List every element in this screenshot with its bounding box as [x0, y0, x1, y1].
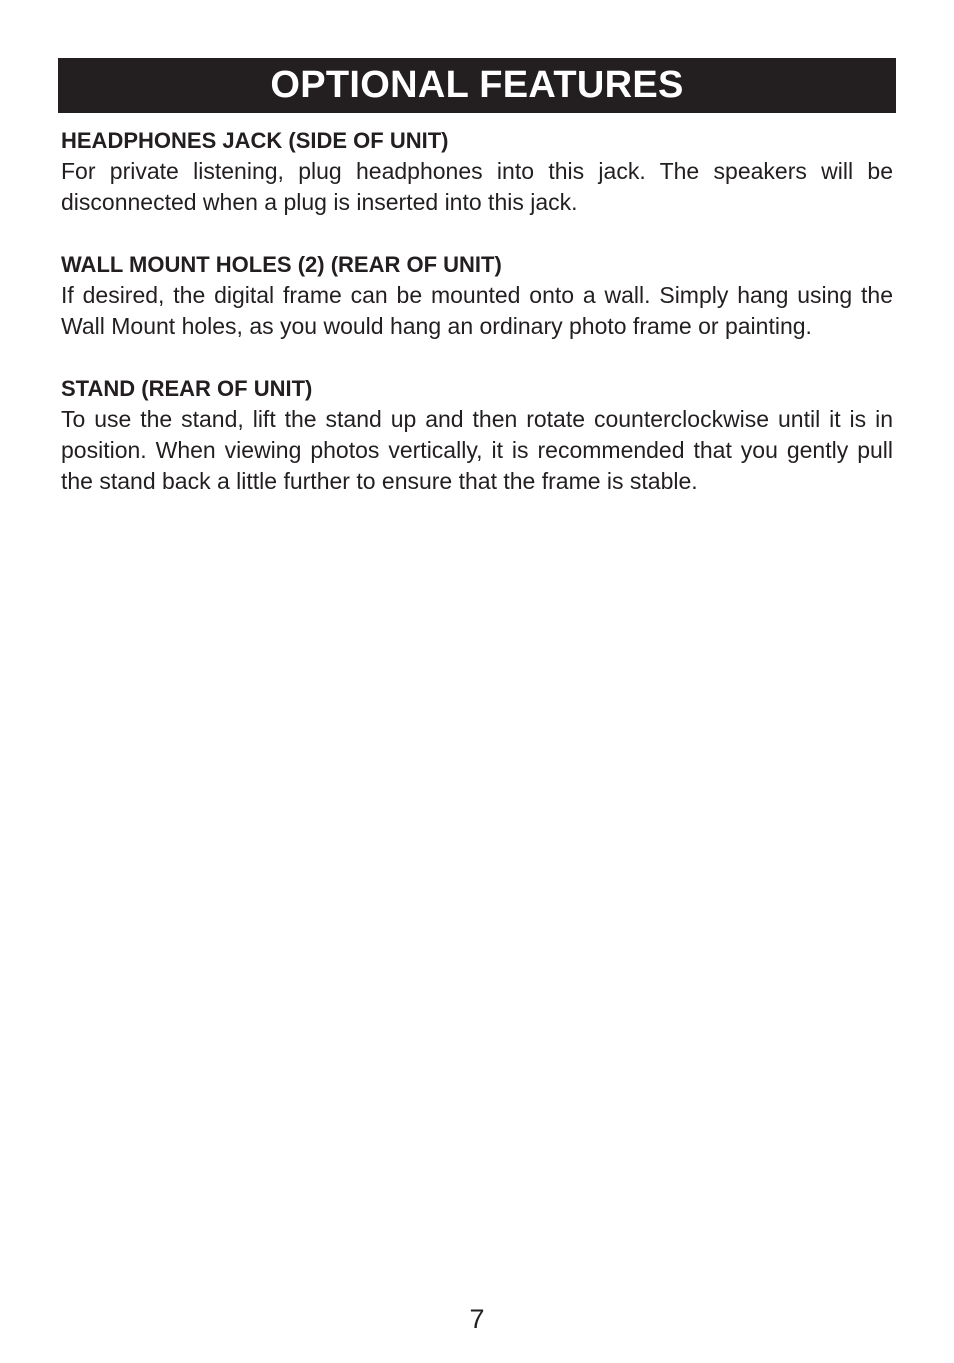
page-title-bar — [58, 58, 896, 113]
section-stand — [61, 373, 893, 497]
page-title: OPTIONAL FEATURES — [270, 64, 684, 106]
section-headphones-jack — [61, 125, 893, 218]
section-body: To use the stand, lift the stand up and then rotate counterclockwise until it is in position. When viewing photos vertically, it is recommended that you gently pull the stand back a little further to ensure that the frame is stable. — [61, 406, 893, 494]
page-number: 7 — [469, 1304, 485, 1334]
section-wall-mount-holes — [61, 249, 893, 342]
section-heading: HEADPHONES JACK (SIDE OF UNIT) — [61, 128, 449, 153]
section-body: For private listening, plug headphones into this jack. The speakers will be disconnected when a plug is inserted into this jack. — [61, 158, 893, 215]
section-heading: STAND (REAR OF UNIT) — [61, 376, 313, 401]
section-body: If desired, the digital frame can be mounted onto a wall. Simply hang using the Wall Mount holes, as you would hang an ordinary photo frame or painting. — [61, 282, 893, 339]
section-heading: WALL MOUNT HOLES (2) (REAR OF UNIT) — [61, 252, 502, 277]
document-body — [61, 125, 893, 528]
